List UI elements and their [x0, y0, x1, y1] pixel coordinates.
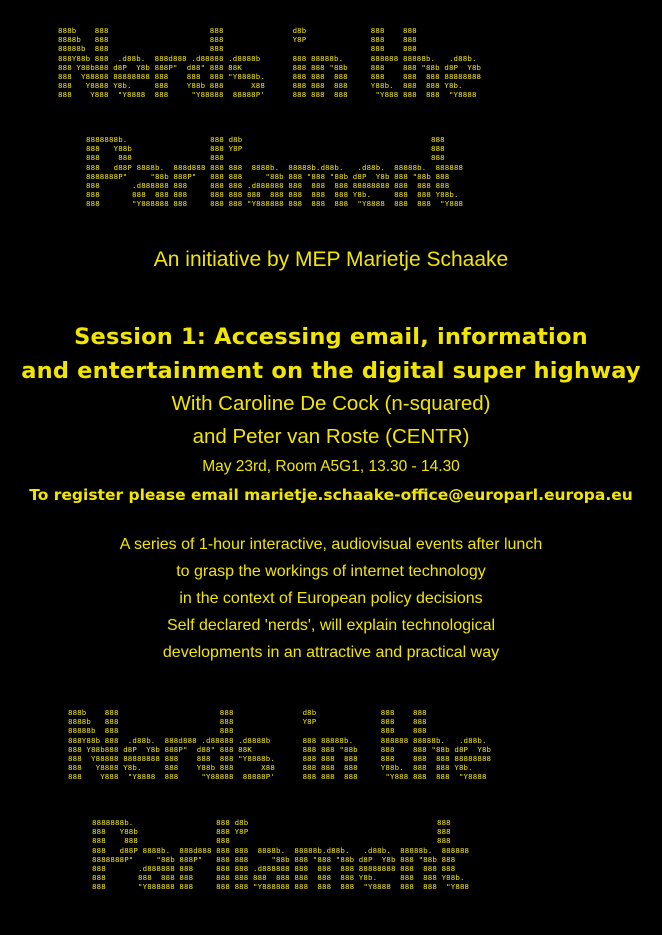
session-title-line-1: Session 1: Accessing email, information [74, 324, 588, 350]
speakers-line-2: and Peter van Roste (CENTR) [192, 425, 470, 448]
description-line: A series of 1-hour interactive, audiovisual events after lunch [119, 536, 543, 553]
speakers-line-1: With Caroline De Cock (n-squared) [171, 392, 491, 415]
description-line: developments in an attractive and practical way [162, 644, 500, 661]
session-date-room-time: May 23rd, Room A5G1, 13.30 - 14.30 [202, 458, 460, 475]
description-line: to grasp the workings of internet technology [176, 563, 486, 580]
ascii-banner-top-parliament: 8888888b. 888 d8b 888 888 Y88b 888 Y8P 888 888 888 888 888 888 d88P 8888b. 888d888 888 888 8888b. 88888b.d88b. .d88b. 88888b. 888888 8888888P" "88b 888P" 888 888 "88b 888 "888 "88b d8P Y8b 888 "88b 888 888 .d888888 888 888 888 .d888888 888 888 888 88888888 888 888 888 888 888 888 888 888 888 888 888 888 888 888 Y8b. 888 888 Y88b. 888 "Y888888 888 888 888 "Y888888 888 888 888 "Y8888 888 888 "Y888 [86, 135, 464, 209]
ascii-banner-bottom-parliament: 8888888b. 888 d8b 888 888 Y88b 888 Y8P 888 888 888 888 888 888 d88P 8888b. 888d888 888 888 8888b. 88888b.d88b. .d88b. 88888b. 888888 8888888P" "88b 888P" 888 888 "88b 888 "888 "88b d8P Y8b 888 "88b 888 888 .d888888 888 888 888 .d888888 888 888 888 88888888 888 888 888 888 888 888 888 888 888 888 888 888 888 888 Y8b. 888 888 Y88b. 888 "Y888888 888 888 888 "Y888888 888 888 888 "Y8888 888 888 "Y888 [92, 818, 470, 892]
ascii-banner-top-nerds-in-the: 888b 888 888 d8b 888 888 8888b 888 888 Y8P 888 888 88888b 888 888 888 888 888Y88b 888 .d88b. 888d888 .d88888 .d8888b 888 88888b. 888888 88888b. .d88b. 888 Y88b888 d8P Y8b 888P" d88" 888 88K 888 888 "88b 888 888 "88b d8P Y8b 888 Y88888 88888888 888 888 888 "Y8888b. 888 888 888 888 888 888 88888888 888 Y8888 Y8b. 888 Y88b 888 X88 888 888 888 Y88b. 888 888 Y8b. 888 Y888 "Y8888 888 "Y88888 88888P' 888 888 888 "Y888 888 888 "Y8888 [58, 26, 482, 100]
session-title-line-2: and entertainment on the digital super highway [21, 358, 641, 384]
description-line: in the context of European policy decisions [179, 590, 483, 607]
registration-email-line: To register please email marietje.schaake-office@europarl.europa.eu [29, 486, 633, 504]
description-line: Self declared 'nerds', will explain technological [166, 617, 496, 634]
ascii-banner-bottom-nerds-in-the: 888b 888 888 d8b 888 888 8888b 888 888 Y8P 888 888 88888b 888 888 888 888 888Y88b 888 .d88b. 888d888 .d88888 .d8888b 888 88888b. 888888 88888b. .d88b. 888 Y88b888 d8P Y8b 888P" d88" 888 88K 888 888 "88b 888 888 "88b d8P Y8b 888 Y88888 88888888 888 888 888 "Y8888b. 888 888 888 888 888 888 88888888 888 Y8888 Y8b. 888 Y88b 888 X88 888 888 888 Y88b. 888 888 Y8b. 888 Y888 "Y8888 888 "Y88888 88888P' 888 888 888 "Y888 888 888 "Y8888 [68, 708, 492, 782]
initiative-line: An initiative by MEP Marietje Schaake [153, 248, 509, 271]
